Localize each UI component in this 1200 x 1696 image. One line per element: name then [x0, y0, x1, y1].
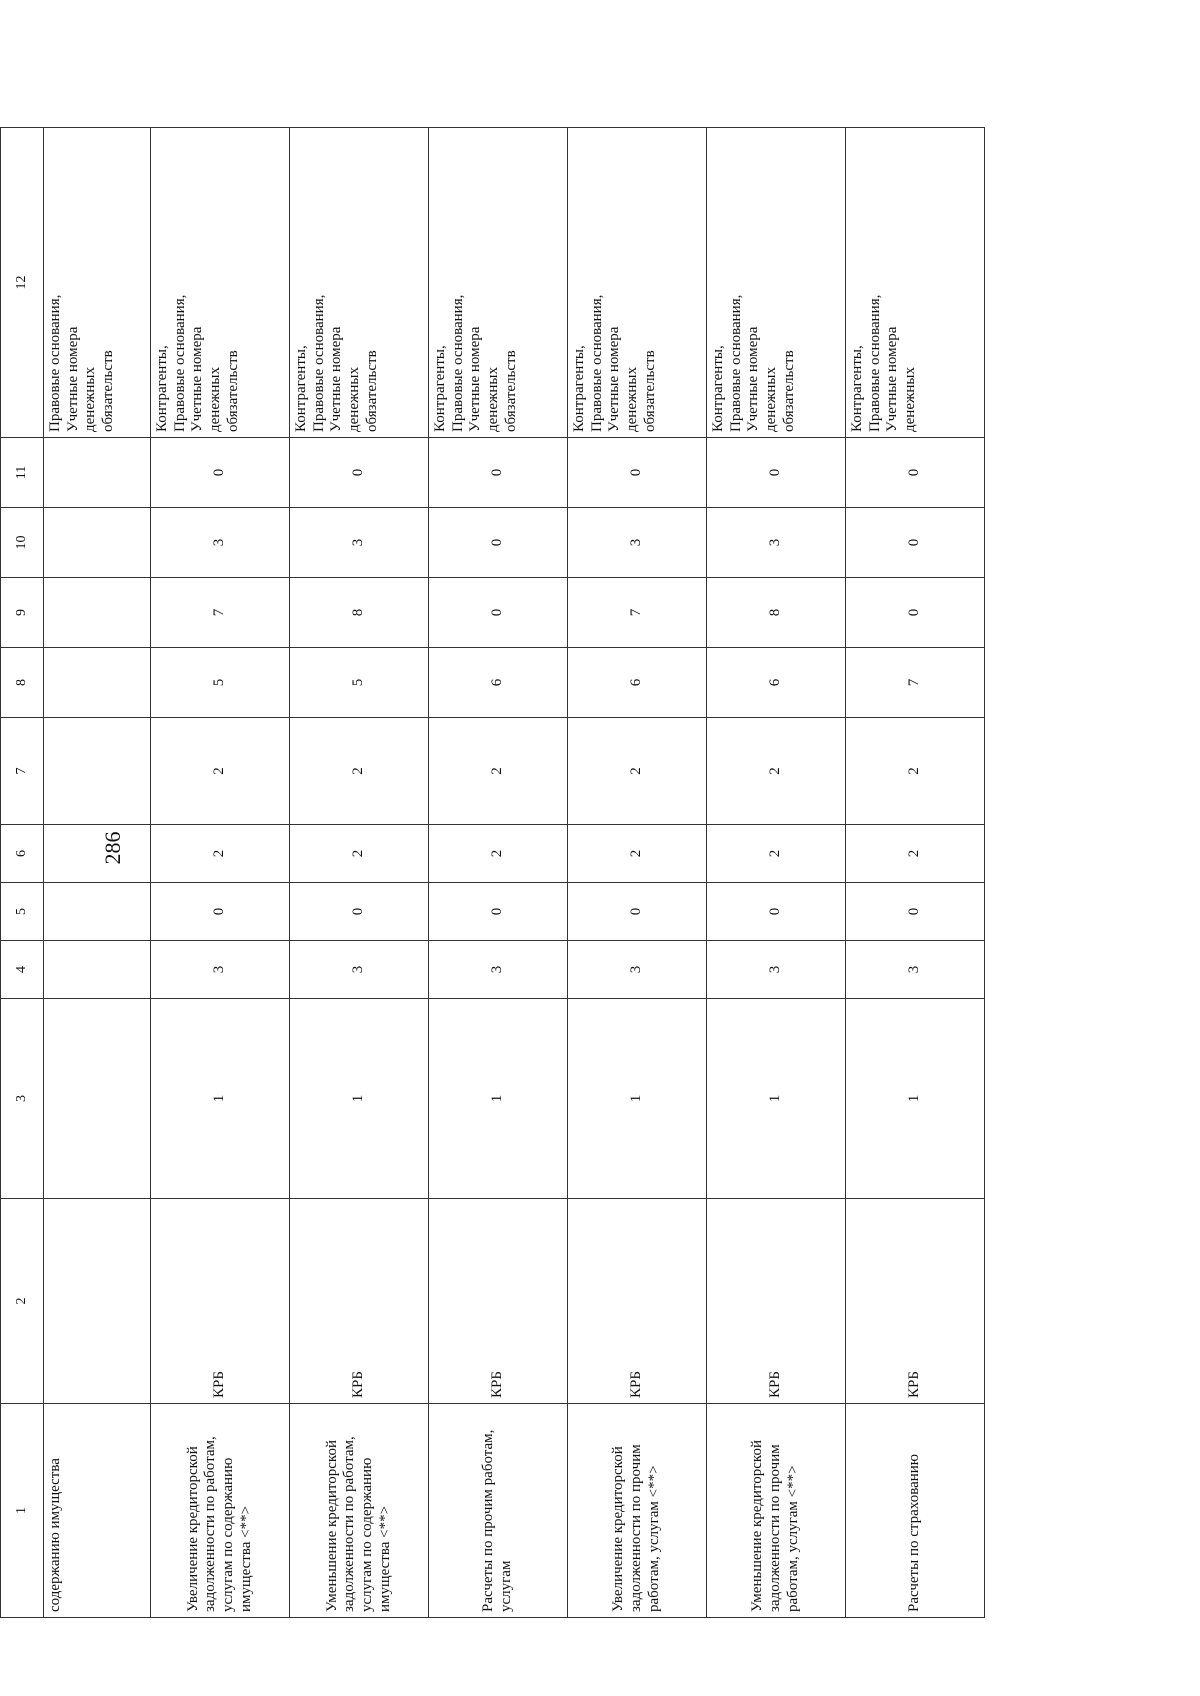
analytics-line: денежных	[485, 367, 502, 432]
analytics-line: денежных	[346, 367, 363, 432]
analytics-line: Правовые основания,	[449, 294, 466, 432]
analytics-line: денежных	[82, 367, 99, 432]
analytics-line: Контрагенты,	[571, 345, 587, 432]
analytics-line: денежных	[624, 367, 641, 432]
analytics-line: Правовые основания,	[866, 294, 883, 432]
cell-col-10	[44, 508, 151, 578]
cell-col-7: 2	[568, 718, 707, 825]
cell-col-5: 0	[429, 883, 568, 941]
cell-col-5: 0	[568, 883, 707, 941]
cell-col-11: 0	[429, 438, 568, 508]
analytics-line: обязательств	[363, 350, 380, 432]
header-col-7: 7	[1, 718, 44, 825]
cell-analytics	[568, 128, 707, 438]
analytics-line: Контрагенты,	[154, 345, 170, 432]
cell-analytics	[151, 128, 290, 438]
cell-analytics	[44, 128, 151, 438]
analytics-line: обязательств	[641, 350, 658, 432]
analytics-line: Контрагенты,	[849, 345, 865, 432]
cell-col-7: 2	[151, 718, 290, 825]
cell-col-5: 0	[846, 883, 985, 941]
table-row	[151, 128, 290, 1618]
cell-col-2: КРБ	[846, 1199, 985, 1404]
cell-col-5	[44, 883, 151, 941]
cell-col-9: 8	[290, 578, 429, 648]
cell-col-9: 0	[429, 578, 568, 648]
analytics-line: обязательств	[100, 350, 117, 432]
rotated-table-wrapper	[0, 128, 923, 1618]
cell-col-8: 5	[151, 648, 290, 718]
cell-col-6	[44, 825, 151, 883]
analytics-line: Правовые основания,	[588, 294, 605, 432]
cell-col-3: 1	[290, 999, 429, 1199]
cell-col-4: 3	[429, 941, 568, 999]
cell-col-8: 6	[568, 648, 707, 718]
cell-col-7: 2	[429, 718, 568, 825]
cell-col-5: 0	[707, 883, 846, 941]
cell-description: Уменьшение кредиторской задолженности по работам, услугам по содержанию имущества <**>	[290, 1404, 429, 1618]
cell-col-3: 1	[429, 999, 568, 1199]
table-row	[429, 128, 568, 1618]
analytics-line: денежных	[902, 367, 919, 432]
cell-description: Расчеты по страхованию	[846, 1404, 985, 1618]
page-number-text: 286	[100, 831, 125, 865]
cell-col-7: 2	[846, 718, 985, 825]
analytics-line: обязательств	[780, 350, 797, 432]
header-col-8: 8	[1, 648, 44, 718]
cell-col-6: 2	[846, 825, 985, 883]
cell-analytics	[290, 128, 429, 438]
cell-col-4: 3	[707, 941, 846, 999]
cell-col-11: 0	[151, 438, 290, 508]
header-col-5: 5	[1, 883, 44, 941]
cell-col-5: 0	[290, 883, 429, 941]
header-row	[1, 128, 44, 1618]
cell-col-7: 2	[290, 718, 429, 825]
cell-analytics	[429, 128, 568, 438]
header-col-11: 11	[1, 438, 44, 508]
cell-col-2: КРБ	[568, 1199, 707, 1404]
cell-col-6: 2	[568, 825, 707, 883]
header-col-12: 12	[1, 128, 44, 438]
analytics-line: Учетные номера	[328, 326, 345, 432]
cell-col-2: КРБ	[429, 1199, 568, 1404]
analytics-line: обязательств	[224, 350, 241, 432]
cell-col-4: 3	[568, 941, 707, 999]
cell-analytics	[707, 128, 846, 438]
cell-col-9: 8	[707, 578, 846, 648]
cell-col-10: 3	[707, 508, 846, 578]
cell-col-7: 2	[707, 718, 846, 825]
cell-col-2: КРБ	[290, 1199, 429, 1404]
cell-col-5: 0	[151, 883, 290, 941]
cell-col-4: 3	[290, 941, 429, 999]
header-col-6: 6	[1, 825, 44, 883]
analytics-line: Учетные номера	[884, 326, 901, 432]
cell-col-2: КРБ	[707, 1199, 846, 1404]
cell-col-11: 0	[290, 438, 429, 508]
analytics-line: Учетные номера	[606, 326, 623, 432]
table-row	[707, 128, 846, 1618]
cell-col-8: 6	[707, 648, 846, 718]
table-row	[568, 128, 707, 1618]
cell-col-6: 2	[707, 825, 846, 883]
header-col-4: 4	[1, 941, 44, 999]
analytics-line: обязательств	[502, 350, 519, 432]
cell-col-8: 5	[290, 648, 429, 718]
cell-col-11	[44, 438, 151, 508]
cell-col-10: 0	[846, 508, 985, 578]
cell-col-10: 0	[429, 508, 568, 578]
analytics-line: денежных	[763, 367, 780, 432]
analytics-line: Контрагенты,	[293, 345, 309, 432]
analytics-line: Контрагенты,	[710, 345, 726, 432]
cell-col-11: 0	[568, 438, 707, 508]
cell-col-11: 0	[846, 438, 985, 508]
analytics-line: Правовые основания,	[727, 294, 744, 432]
analytics-line: Правовые основания,	[171, 294, 188, 432]
cell-col-3: 1	[707, 999, 846, 1199]
analytics-line: Контрагенты,	[432, 345, 448, 432]
header-col-2: 2	[1, 1199, 44, 1404]
cell-col-8: 6	[429, 648, 568, 718]
header-col-3: 3	[1, 999, 44, 1199]
table-body	[44, 128, 985, 1618]
cell-col-6: 2	[151, 825, 290, 883]
analytics-line: Правовые основания,	[47, 294, 63, 432]
cell-col-9: 7	[568, 578, 707, 648]
cell-col-10: 3	[568, 508, 707, 578]
analytics-line: денежных	[207, 367, 224, 432]
cell-col-4: 3	[151, 941, 290, 999]
analytics-line: Учетные номера	[467, 326, 484, 432]
accounting-table	[0, 127, 985, 1618]
cell-col-4: 3	[846, 941, 985, 999]
cell-col-4	[44, 941, 151, 999]
cell-col-9	[44, 578, 151, 648]
cell-col-3: 1	[568, 999, 707, 1199]
cell-description: Увеличение кредиторской задолженности по прочим работам, услугам <**>	[568, 1404, 707, 1618]
cell-analytics	[846, 128, 985, 438]
cell-col-11: 0	[707, 438, 846, 508]
cell-description: Увеличение кредиторской задолженности по работам, услугам по содержанию имущества <**>	[151, 1404, 290, 1618]
table-header	[1, 128, 44, 1618]
table-row	[846, 128, 985, 1618]
table-row	[44, 128, 151, 1618]
cell-col-6: 2	[429, 825, 568, 883]
cell-col-8	[44, 648, 151, 718]
analytics-line: Учетные номера	[64, 326, 81, 432]
cell-col-2	[44, 1199, 151, 1404]
cell-col-9: 7	[151, 578, 290, 648]
cell-col-8: 7	[846, 648, 985, 718]
cell-description: Расчеты по прочим работам, услугам	[429, 1404, 568, 1618]
cell-col-10: 3	[151, 508, 290, 578]
cell-col-3: 1	[151, 999, 290, 1199]
analytics-line: Учетные номера	[745, 326, 762, 432]
cell-col-2: КРБ	[151, 1199, 290, 1404]
header-col-9: 9	[1, 578, 44, 648]
cell-description: содержанию имущества	[44, 1404, 151, 1618]
table-row	[290, 128, 429, 1618]
cell-description: Уменьшение кредиторской задолженности по прочим работам, услугам <**>	[707, 1404, 846, 1618]
analytics-line: Правовые основания,	[310, 294, 327, 432]
cell-col-9: 0	[846, 578, 985, 648]
header-col-10: 10	[1, 508, 44, 578]
cell-col-7	[44, 718, 151, 825]
analytics-line: Учетные номера	[189, 326, 206, 432]
cell-col-3: 1	[846, 999, 985, 1199]
cell-col-10: 3	[290, 508, 429, 578]
cell-col-3	[44, 999, 151, 1199]
cell-col-6: 2	[290, 825, 429, 883]
header-col-1: 1	[1, 1404, 44, 1618]
